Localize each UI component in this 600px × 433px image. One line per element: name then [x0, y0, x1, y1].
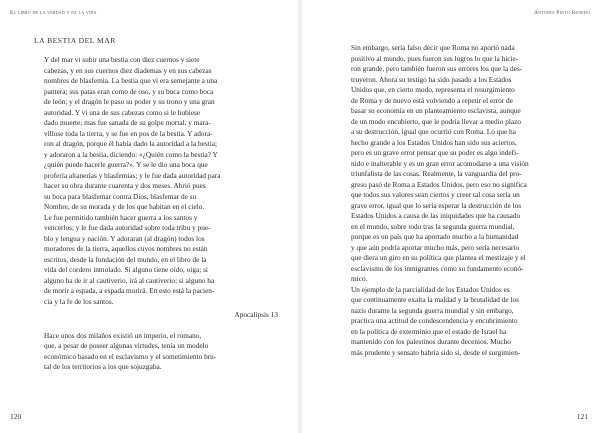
left-page-body [34, 36, 278, 373]
left-page-number: 120 [10, 412, 22, 421]
scripture-citation: Apocalipsis 13 [234, 310, 278, 319]
text-line: Le fue permitido también hacer guerra a los santos y [44, 212, 198, 222]
text-line: nazis durante la segunda guerra mundial y sin embargo, [351, 305, 514, 315]
text-line: practica una actitud de condescendencia y encubrimiento [351, 316, 518, 325]
text-line: truyeron. Ahora su testigo ha sido pasado a los Estados [351, 74, 512, 84]
text-line: que continuamente exalta la maldad y la brutalidad de los [351, 295, 519, 304]
text-line: de león; y el dragón le paso su poder y su trono y una gran [44, 97, 215, 106]
text-line: de Roma y de nuevo está volviendo a repetir el error de [351, 95, 513, 105]
text-line: Un ejemplo de la parcialidad de los Estados Unidos es [351, 284, 510, 294]
text-line: pero es un grave error pensar que su poder es algo indefi- [351, 148, 519, 157]
text-line: triunfalista de las cosas. Realmente, la vanguardia del pro- [351, 169, 522, 178]
text-line: en la política de exterminio que el estado de Israel ha [351, 326, 507, 336]
text-line: Y del mar vi subir una bestia con diez cuernos y siete [44, 55, 200, 64]
text-line: blo y lengua y nación. Y adoraran (al dragón) todos los [44, 233, 205, 243]
text-line: ¿quién puede hacerle guerra?». Y se le dio una boca que [44, 160, 208, 169]
text-line: pantera; sus patas eran como de oso, y su boca como boca [44, 86, 214, 96]
text-line: más prudente y sensato habría sido si, desde el surgimien- [351, 347, 521, 357]
text-line: de un modo encubierto, que le podría llevar a medio plazo [351, 116, 521, 126]
right-page-body [341, 43, 577, 358]
text-line: greso pasó de Roma a Estados Unidos, pero eso no significa [351, 179, 527, 189]
right-page [300, 0, 600, 433]
text-line: ron grande, pero también fueron sus errores los que la des- [351, 64, 523, 73]
left-running-head: El libro de la verdad y de la vida [10, 10, 97, 16]
section-title: LA BESTIA DEL MAR [34, 36, 116, 45]
text-line: escritos, desde la fundación del mundo, en el libro de la [44, 254, 207, 264]
text-line: basar su economía en un planteamiento esclavista, aunque [351, 106, 521, 115]
text-line: nido e inalterable y es un gran error acomodarse a una visión [351, 158, 529, 168]
text-line: vencerlos; y le fue dada autoridad sobre toda tribu y pue- [44, 223, 211, 232]
text-line: vida del cordero inmolado. Si alguno tiene oído, oiga; si [44, 265, 208, 274]
text-line: económico basado en el esclavismo y el sometimiento bru- [44, 351, 217, 361]
left-paragraph [34, 331, 278, 373]
text-line: autoridad. Y vi una de sus cabezas como si le hubiese [44, 107, 201, 117]
text-line: alguno ha de ir al cautiverio, irá al cautiverio; si alguno ha [44, 275, 215, 285]
text-line: dado muerte; mas fue sanada de su golpe mortal, y mara- [44, 118, 211, 127]
text-line: a su destrucción, igual que ocurrió con Roma. Lo que ha [351, 127, 516, 136]
text-line: tal de los territorios a los que sojuzgaba. [44, 362, 162, 371]
text-line: Nombre, de su morada y de los que habitan en el cielo. [44, 202, 205, 211]
text-line: Sin embargo, sería falso decir que Roma no aportó nada [351, 43, 515, 52]
text-line: que, a pesar de poseer algunas virtudes, tenía un modelo [44, 341, 209, 350]
text-line: villose toda la tierra, y se fue en pos de la bestia. Y adora- [44, 128, 213, 138]
right-page-number: 121 [576, 412, 588, 421]
text-line: nombres de blasfemia. La bestia que vi era semejante a una [44, 76, 218, 85]
text-line: cia y la fe de los santos. [44, 296, 114, 306]
text-line: cabezas, y en sus cuernos diez diademas y en sus cabezas [44, 65, 212, 75]
text-line: y adoraron a la bestia, diciendo: «¿Quién como la bestia? Y [44, 149, 218, 159]
text-line: grave error, igual que lo sería esperar la destrucción de los [351, 200, 522, 210]
text-line: que todos sus valores sean ciertos y creer tal cosa sería un [351, 190, 520, 199]
text-line: ron al dragón, porque él había dado la autoridad a la bestia; [44, 139, 218, 148]
text-line: Estados Unidos a causa de las iniquidades que ha causado [351, 211, 521, 220]
text-line: de morir a espada, a espada morirá. En esto está la pacien- [44, 286, 215, 295]
text-line: positivo al mundo, pues fueron sus logros lo que la hicie- [351, 53, 519, 63]
text-line: profería altanerías y blasfemias; y le fue dada autoridad para [44, 170, 221, 180]
scripture-quote [34, 55, 278, 307]
text-line: mantenido con los palestinos durante decenios. Mucho [351, 337, 511, 346]
right-paragraph-2 [341, 285, 577, 359]
text-line: en el mundo, sobre todo tras la segunda guerra mundial, [351, 221, 515, 231]
text-line: hecho grande a los Estados Unidos han sido sus aciertos, [351, 137, 517, 147]
right-paragraph-1 [341, 43, 577, 285]
text-line: Hace unos dos milaños existió un imperio, el romano, [44, 330, 202, 340]
text-line: y que aún podría aportar mucho más, pero sería necesario [351, 242, 520, 252]
text-line: mico. [351, 274, 368, 283]
text-line: hacer su obra durante cuarenta y dos meses. Abrió pues [44, 181, 206, 190]
right-running-head: Antonio Pinto Renedo [534, 10, 590, 16]
text-line: que diera un giro en su política que plantea el mestizaje y el [351, 253, 526, 262]
text-line: esclavismo de los inmigrantes como su fundamento econó- [351, 263, 524, 273]
text-line: Unidos que, en cierto modo, representa el resurgimiento [351, 85, 515, 94]
text-line: moradores de la tierra, aquellos cuyos nombres no están [44, 244, 208, 253]
text-line: su boca para blasfemar contra Dios, blasfemar de su [44, 191, 197, 201]
text-line: porque es un país que ha aportado mucho a la humanidad [351, 232, 519, 241]
